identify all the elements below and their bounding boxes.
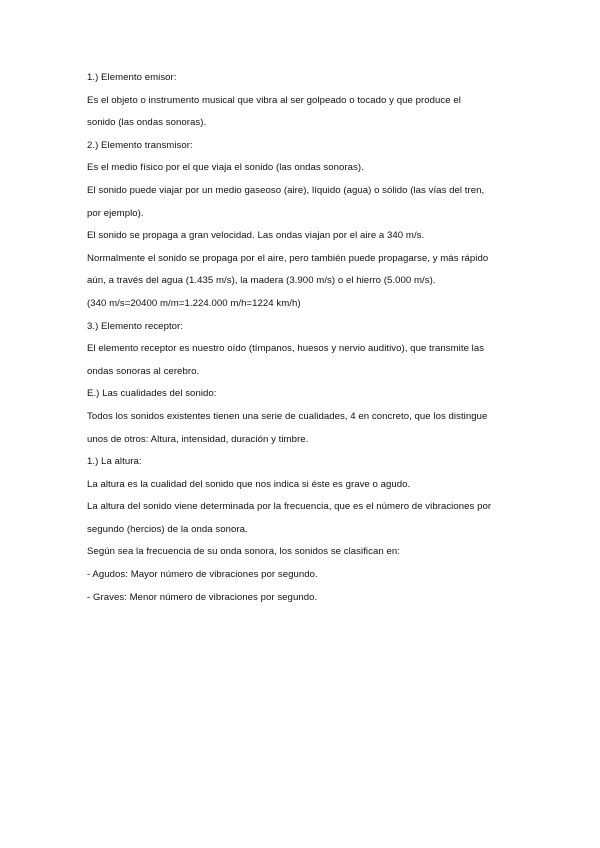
paragraph-line: (340 m/s=20400 m/m=1.224.000 m/h=1224 km/h) xyxy=(87,297,301,309)
paragraph-line: sonido (las ondas sonoras). xyxy=(87,117,207,129)
paragraph-line: Es el objeto o instrumento musical que vibra al ser golpeado o tocado y que produce el xyxy=(87,94,461,106)
paragraph-line: El sonido se propaga a gran velocidad. Las ondas viajan por el aire a 340 m/s. xyxy=(87,230,425,242)
paragraph-line: segundo (hercios) de la onda sonora. xyxy=(87,523,248,535)
paragraph-line: El elemento receptor es nuestro oído (tímpanos, huesos y nervio auditivo), que transmite las xyxy=(87,343,485,355)
paragraph-line: unos de otros: Altura, intensidad, duración y timbre. xyxy=(87,433,309,445)
paragraph-line: Todos los sonidos existentes tienen una serie de cualidades, 4 en concreto, que los distingue xyxy=(87,410,488,422)
paragraph-line: La altura es la cualidad del sonido que nos indica si éste es grave o agudo. xyxy=(87,478,411,490)
heading-elemento-transmisor: 2.) Elemento transmisor: xyxy=(87,139,193,151)
paragraph-line: Según sea la frecuencia de su onda sonora, los sonidos se clasifican en: xyxy=(87,546,400,558)
paragraph-line: La altura del sonido viene determinada por la frecuencia, que es el número de vibraciones por xyxy=(87,501,492,513)
heading-la-altura: 1.) La altura: xyxy=(87,456,142,468)
document-body xyxy=(87,67,527,609)
heading-elemento-receptor: 3.) Elemento receptor: xyxy=(87,320,184,332)
paragraph-line: El sonido puede viajar por un medio gaseoso (aire), líquido (agua) o sólido (las vías del tren, xyxy=(87,184,485,196)
paragraph-line: Es el medio físico por el que viaja el sonido (las ondas sonoras). xyxy=(87,162,364,174)
list-item-agudos: - Agudos: Mayor número de vibraciones por segundo. xyxy=(87,569,318,581)
heading-elemento-emisor: 1.) Elemento emisor: xyxy=(87,72,177,83)
paragraph-line: por ejemplo). xyxy=(87,207,144,219)
paragraph-line: aún, a través del agua (1.435 m/s), la madera (3.900 m/s) o el hierro (5.000 m/s). xyxy=(87,275,436,287)
heading-cualidades-del-sonido: E.) Las cualidades del sonido: xyxy=(87,388,217,400)
list-item-graves: - Graves: Menor número de vibraciones por segundo. xyxy=(87,591,318,603)
paragraph-line: Normalmente el sonido se propaga por el aire, pero también puede propagarse, y más rápido xyxy=(87,252,489,264)
paragraph-line: ondas sonoras al cerebro. xyxy=(87,365,200,377)
